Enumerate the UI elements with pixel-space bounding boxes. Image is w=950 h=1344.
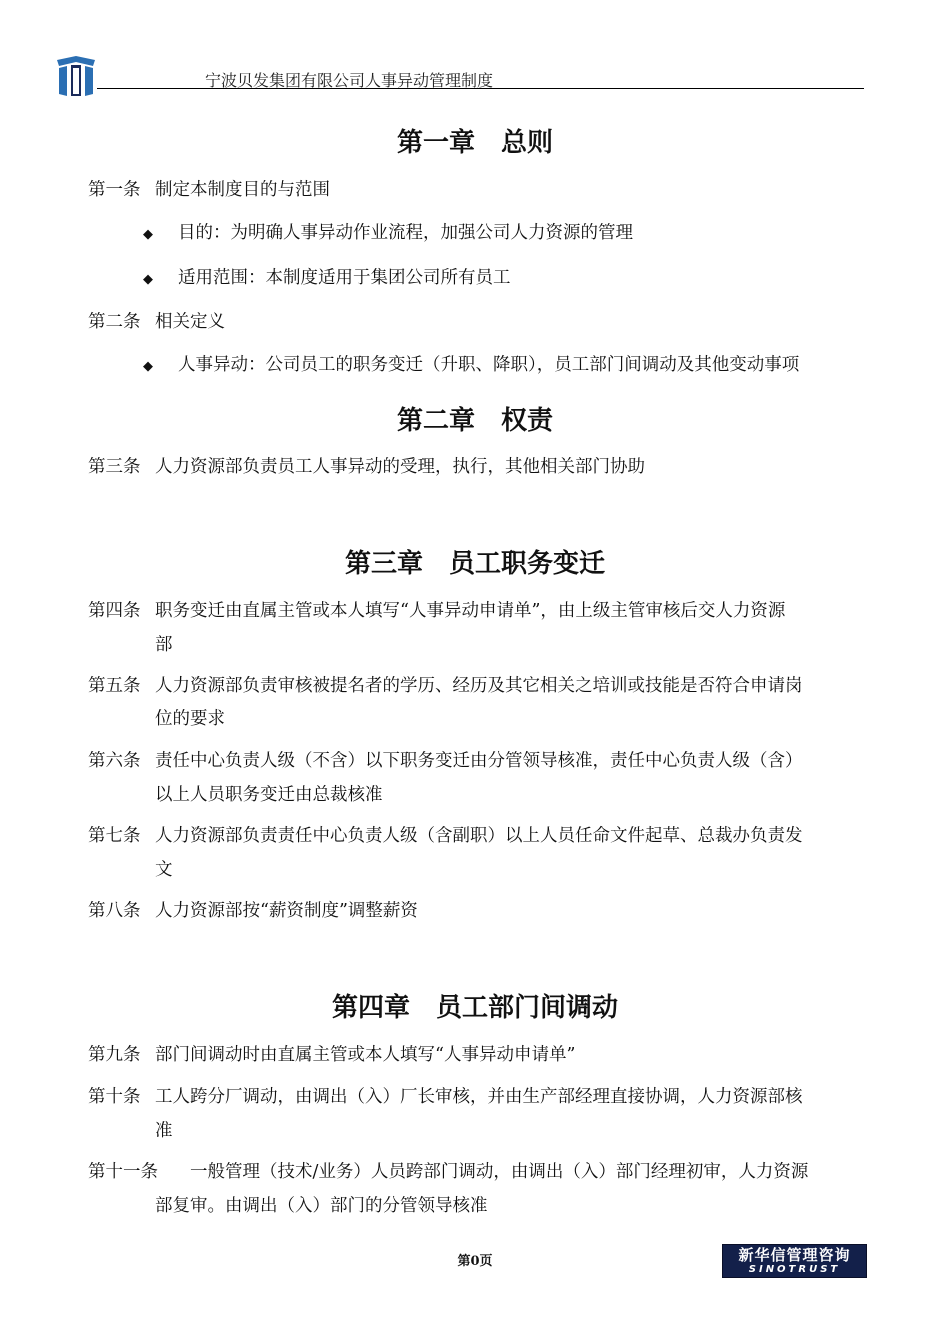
- article-8-text: 人力资源部按“薪资制度”调整薪资: [155, 901, 418, 921]
- header-title: 宁波贝发集团有限公司人事异动管理制度: [205, 71, 494, 90]
- article-10-line-1: 工人跨分厂调动，由调出（入）厂长审核，并由生产部经理直接协调，人力资源部核: [155, 1087, 803, 1107]
- article-10-line-2: 准: [155, 1121, 173, 1141]
- page-number: 第0页: [457, 1254, 493, 1269]
- article-5-line-2: 位的要求: [155, 709, 225, 729]
- article-4-line-2: 部: [155, 635, 173, 655]
- diamond-bullet-icon: ◆: [143, 359, 153, 374]
- article-2-label: 第二条: [88, 312, 141, 332]
- article-2-bullet-1: 人事异动：公司员工的职务变迁（升职、降职），员工部门间调动及其他变动事项: [178, 355, 800, 375]
- sinotrust-logo: [722, 1244, 867, 1278]
- article-11-label: 第十一条: [88, 1162, 158, 1182]
- article-2-text: 相关定义: [155, 312, 225, 332]
- brand-cn-text: 新华信管理咨询: [738, 1246, 851, 1264]
- article-3-text: 人力资源部负责员工人事异动的受理，执行，其他相关部门协助: [155, 457, 645, 477]
- article-1-text: 制定本制度目的与范围: [155, 180, 330, 200]
- article-11-line-1: 一般管理（技术/业务）人员跨部门调动，由调出（入）部门经理初审，人力资源: [190, 1162, 809, 1182]
- article-4-label: 第四条: [88, 601, 141, 621]
- article-1-bullet-2: 适用范围：本制度适用于集团公司所有员工: [178, 268, 511, 288]
- article-11-line-2: 部复审。由调出（入）部门的分管领导核准: [155, 1196, 488, 1216]
- article-6-label: 第六条: [88, 751, 141, 771]
- article-6-line-1: 责任中心负责人级（不含）以下职务变迁由分管领导核准，责任中心负责人级（含）: [155, 751, 803, 771]
- diamond-bullet-icon: ◆: [143, 227, 153, 242]
- article-10-label: 第十条: [88, 1087, 141, 1107]
- company-logo-icon: [53, 54, 99, 98]
- article-7-line-1: 人力资源部负责责任中心负责人级（含副职）以上人员任命文件起草、总裁办负责发: [155, 826, 803, 846]
- article-7-label: 第七条: [88, 826, 141, 846]
- chapter-2-title: 第二章 权责: [396, 406, 553, 436]
- article-5-label: 第五条: [88, 676, 141, 696]
- chapter-3-title: 第三章 员工职务变迁: [344, 549, 605, 579]
- header-divider: [97, 88, 864, 89]
- article-7-line-2: 文: [155, 860, 173, 880]
- article-4-line-1: 职务变迁由直属主管或本人填写“人事异动申请单”，由上级主管审核后交人力资源: [155, 601, 786, 621]
- chapter-1-title: 第一章 总则: [396, 128, 553, 158]
- article-1-label: 第一条: [88, 180, 141, 200]
- article-9-label: 第九条: [88, 1045, 141, 1065]
- article-1-bullet-1: 目的：为明确人事异动作业流程，加强公司人力资源的管理: [178, 223, 633, 243]
- article-8-label: 第八条: [88, 901, 141, 921]
- brand-en-text: SINOTRUST: [748, 1264, 841, 1275]
- article-6-line-2: 以上人员职务变迁由总裁核准: [155, 785, 383, 805]
- article-3-label: 第三条: [88, 457, 141, 477]
- diamond-bullet-icon: ◆: [143, 272, 153, 287]
- article-9-text: 部门间调动时由直属主管或本人填写“人事异动申请单”: [155, 1045, 576, 1065]
- article-5-line-1: 人力资源部负责审核被提名者的学历、经历及其它相关之培训或技能是否符合申请岗: [155, 676, 803, 696]
- chapter-4-title: 第四章 员工部门间调动: [331, 993, 618, 1023]
